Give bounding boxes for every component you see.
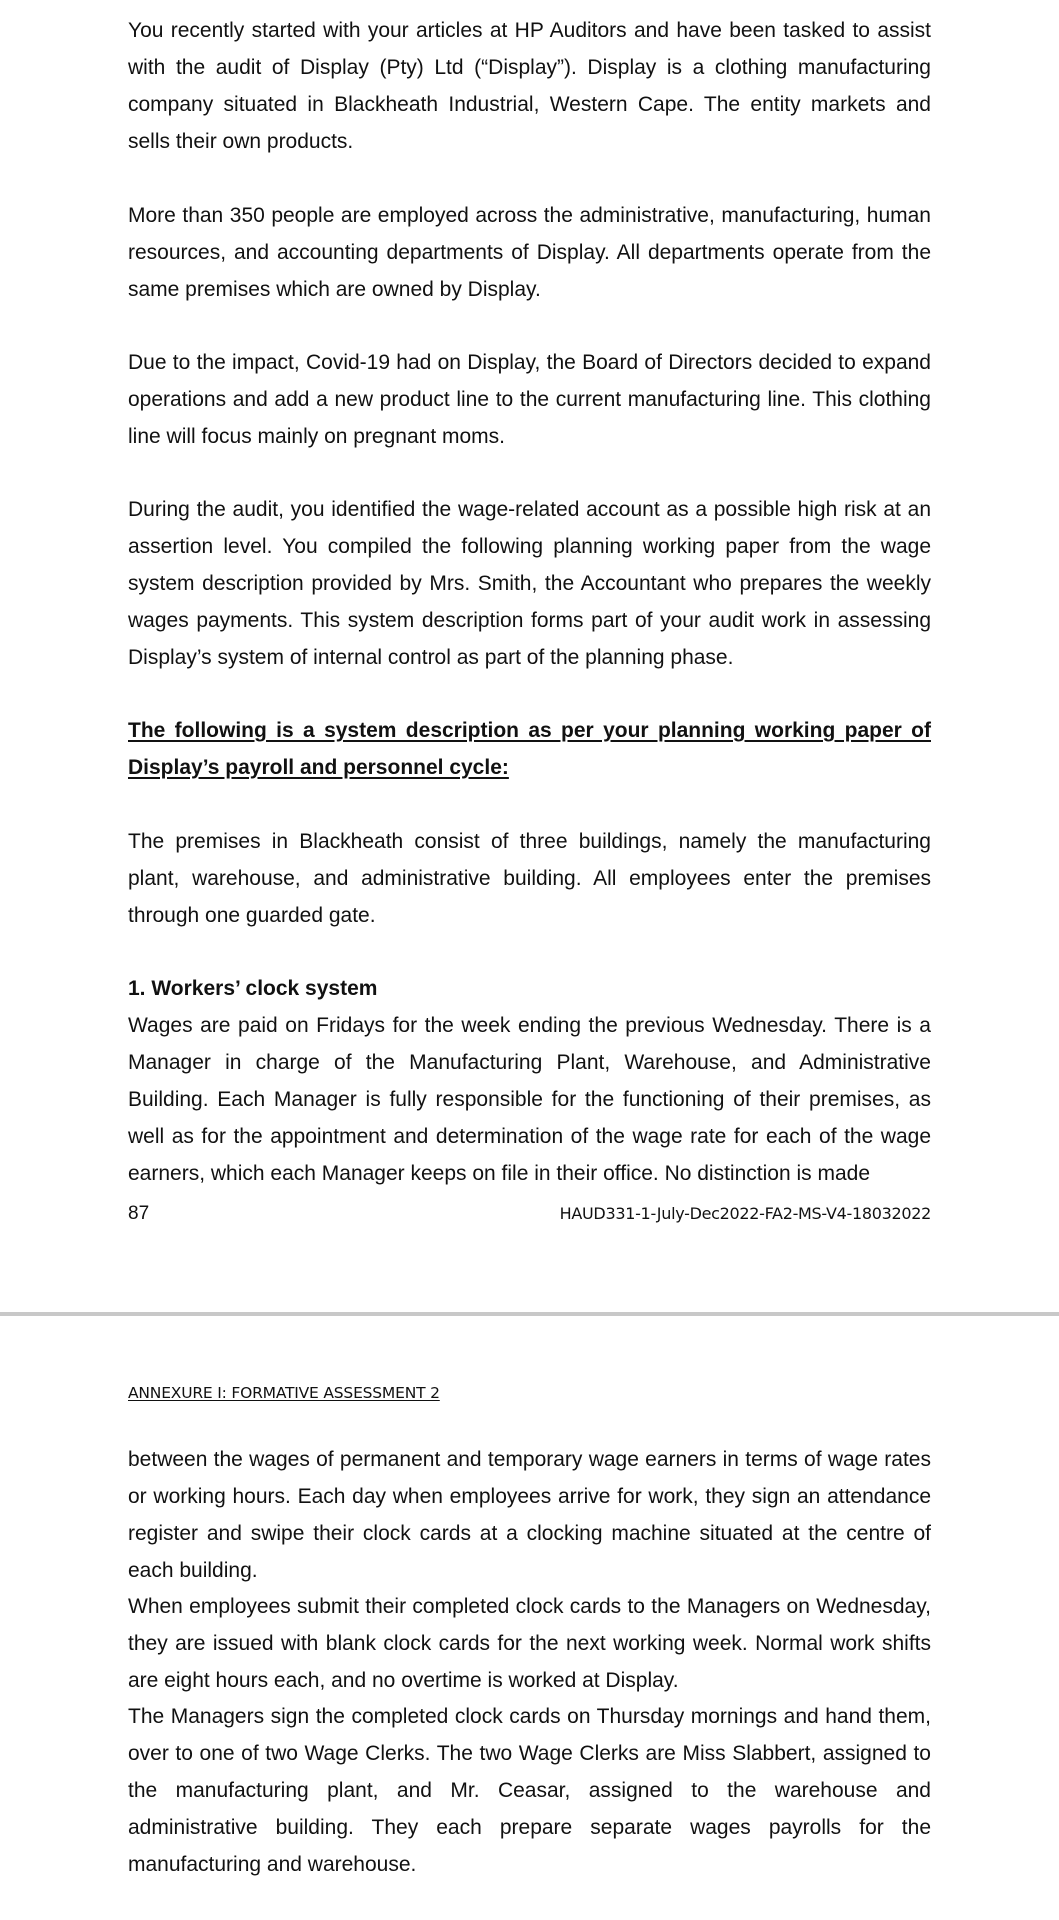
clock-cards-paragraph: When employees submit their completed clock cards to the Managers on Wednesday, they are issued with blank clock cards for the next working week. Normal work shifts are eight hours each, and no overtime is worked at Display. <box>128 1595 931 1692</box>
employees-paragraph: More than 350 people are employed across the administrative, manufacturing, human resources, and accounting departments of Display. All departments operate from the same premises which are owned by Display. <box>128 204 931 301</box>
intro-paragraph: You recently started with your articles at HP Auditors and have been tasked to assist with the audit of Display (Pty) Ltd (“Display”). Display is a clothing manufacturing company situated in Blackheath Industrial, Western Cape. The entity markets and sells their own products. <box>128 19 931 153</box>
page-number: 87 <box>128 1203 150 1224</box>
wage-clerks-paragraph: The Managers sign the completed clock cards on Thursday mornings and hand them, over to one of two Wage Clerks. The two Wage Clerks are Miss Slabbert, assigned to the manufacturing plant, and Mr. Ceasar, assigned to the warehouse and administrative building. They each prepare separate wages payrolls for the manufacturing and warehouse. <box>128 1705 931 1876</box>
covid-paragraph: Due to the impact, Covid-19 had on Display, the Board of Directors decided to expand operations and add a new product line to the current manufacturing line. This clothing line will focus mainly on pregnant moms. <box>128 351 931 448</box>
audit-paragraph: During the audit, you identified the wage-related account as a possible high risk at an assertion level. You compiled the following planning working paper from the wage system description provided by Mrs. Smith, the Accountant who prepares the weekly wages payments. This system description forms part of your audit work in assessing Display’s system of internal control as part of the planning phase. <box>128 498 931 669</box>
document-code: HAUD331-1-July-Dec2022-FA2-MS-V4-18032022 <box>559 1204 931 1223</box>
section-body: Wages are paid on Fridays for the week ending the previous Wednesday. There is a Manager in charge of the Manufacturing Plant, Warehouse, and Administrative Building. Each Manager is fully responsible for the functioning of their premises, as well as for the appointment and determination of the wage rate for each of the wage earners, which each Manager keeps on file in their office. No distinction is made <box>128 1014 931 1185</box>
system-description-heading: The following is a system description as per your planning working paper of Display’s payroll and personnel cycle: <box>128 719 931 779</box>
premises-paragraph: The premises in Blackheath consist of three buildings, namely the manufacturing plant, warehouse, and administrative building. All employees enter the premises through one guarded gate. <box>128 830 931 927</box>
page-footer <box>128 1202 931 1226</box>
page-header: ANNEXURE I: FORMATIVE ASSESSMENT 2 <box>128 1384 440 1402</box>
page-separator <box>0 1312 1059 1316</box>
wages-paragraph: between the wages of permanent and temporary wage earners in terms of wage rates or working hours. Each day when employees arrive for work, they sign an attendance register and swipe their clock cards at a clocking machine situated at the centre of each building. <box>128 1448 931 1582</box>
section-title: 1. Workers’ clock system <box>128 977 378 1000</box>
